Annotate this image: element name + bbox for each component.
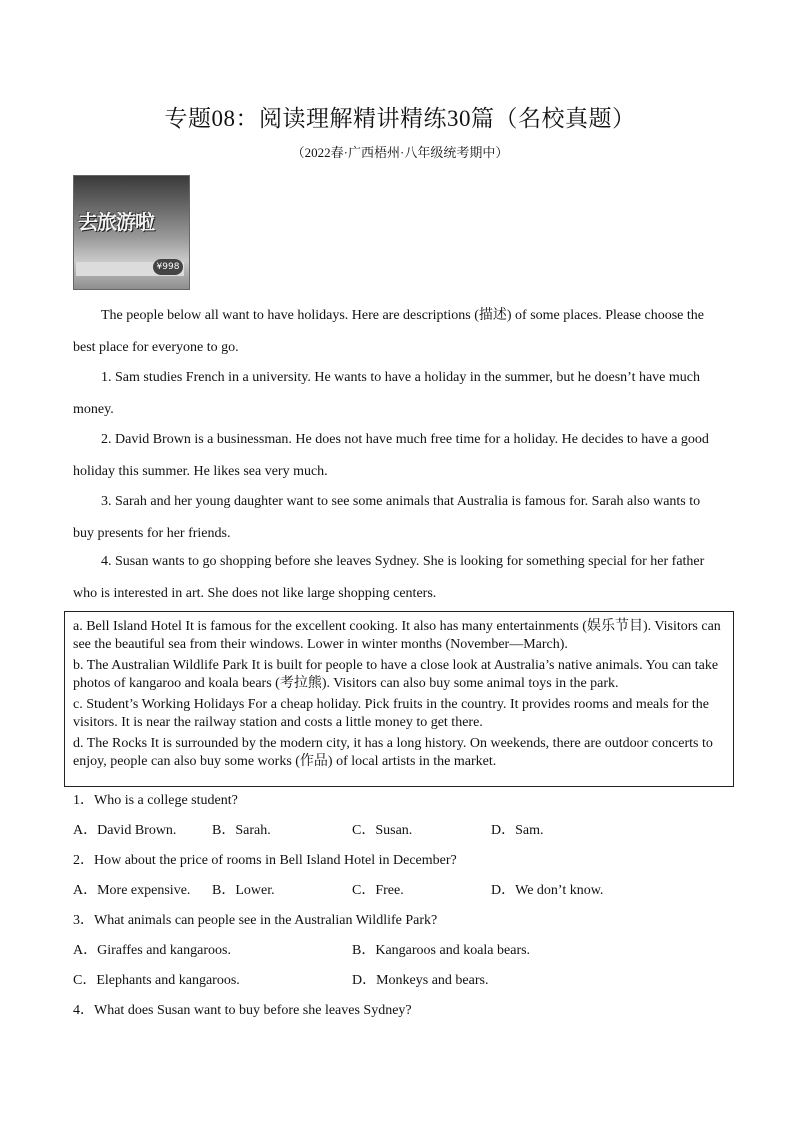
option-d[interactable]: D．Sam. [491, 823, 544, 838]
option-c[interactable]: C．Elephants and kangaroos. [73, 973, 240, 988]
option-c[interactable]: C．Susan. [352, 823, 413, 838]
person-description: 1. Sam studies French in a university. He wants to have a holiday in the summer, but he doesn’t have much money. [73, 370, 700, 417]
option-d[interactable]: D．We don’t know. [491, 883, 604, 898]
question-stem: 4．What does Susan want to buy before she leaves Sydney? [73, 1003, 412, 1018]
passage-intro: The people below all want to have holidays. Here are descriptions (描述) of some places. Please choose the best place for everyone to go. [73, 308, 704, 355]
person-description: 2. David Brown is a businessman. He does not have much free time for a holiday. He decides to have a good holiday this summer. He likes sea very much. [73, 432, 709, 479]
places-box [64, 611, 734, 787]
advert-price-tag: ¥998 [153, 259, 183, 275]
option-a[interactable]: A．David Brown. [73, 823, 177, 838]
question-stem: 2．How about the price of rooms in Bell Island Hotel in December? [73, 853, 457, 868]
option-b[interactable]: B．Kangaroos and koala bears. [352, 943, 531, 958]
option-a[interactable]: A．More expensive. [73, 883, 191, 898]
page-title: 专题08：阅读理解精讲精练30篇（名校真题） [164, 106, 636, 131]
place-description: d. The Rocks It is surrounded by the modern city, it has a long history. On weekends, there are outdoor concerts to enjoy, people can also buy some works (作品) of local artists in the market. [73, 736, 713, 769]
option-d[interactable]: D．Monkeys and bears. [352, 973, 489, 988]
place-description: a. Bell Island Hotel It is famous for the excellent cooking. It also has many entertainments (娱乐节目). Visitors can see the beautiful sea from their windows. Lower in winter months (November—March). [73, 619, 721, 652]
place-description: c. Student’s Working Holidays For a cheap holiday. Pick fruits in the country. It provides rooms and meals for the visitors. It is near the railway station and costs a little money to get there. [73, 697, 710, 730]
person-description: 3. Sarah and her young daughter want to see some animals that Australia is famous for. Sarah also wants to buy presents for her friends. [73, 494, 701, 541]
option-a[interactable]: A．Giraffes and kangaroos. [73, 943, 231, 958]
travel-advert-image [73, 175, 190, 290]
advert-banner-text: 去旅游啦 [78, 210, 154, 234]
question-stem: 3．What animals can people see in the Australian Wildlife Park? [73, 913, 438, 928]
option-c[interactable]: C．Free. [352, 883, 404, 898]
source-note: （2022春·广西梧州·八年级统考期中） [291, 145, 509, 160]
place-description: b. The Australian Wildlife Park It is built for people to have a close look at Australia’s native animals. You can take photos of kangaroo and koala bears (考拉熊). Visitors can also buy some animal toys in the park. [73, 658, 719, 691]
question-stem: 1．Who is a college student? [73, 793, 238, 808]
person-description: 4. Susan wants to go shopping before she leaves Sydney. She is looking for something special for her father who is interested in art. She does not like large shopping centers. [73, 554, 705, 601]
option-b[interactable]: B．Sarah. [212, 823, 271, 838]
option-b[interactable]: B．Lower. [212, 883, 275, 898]
